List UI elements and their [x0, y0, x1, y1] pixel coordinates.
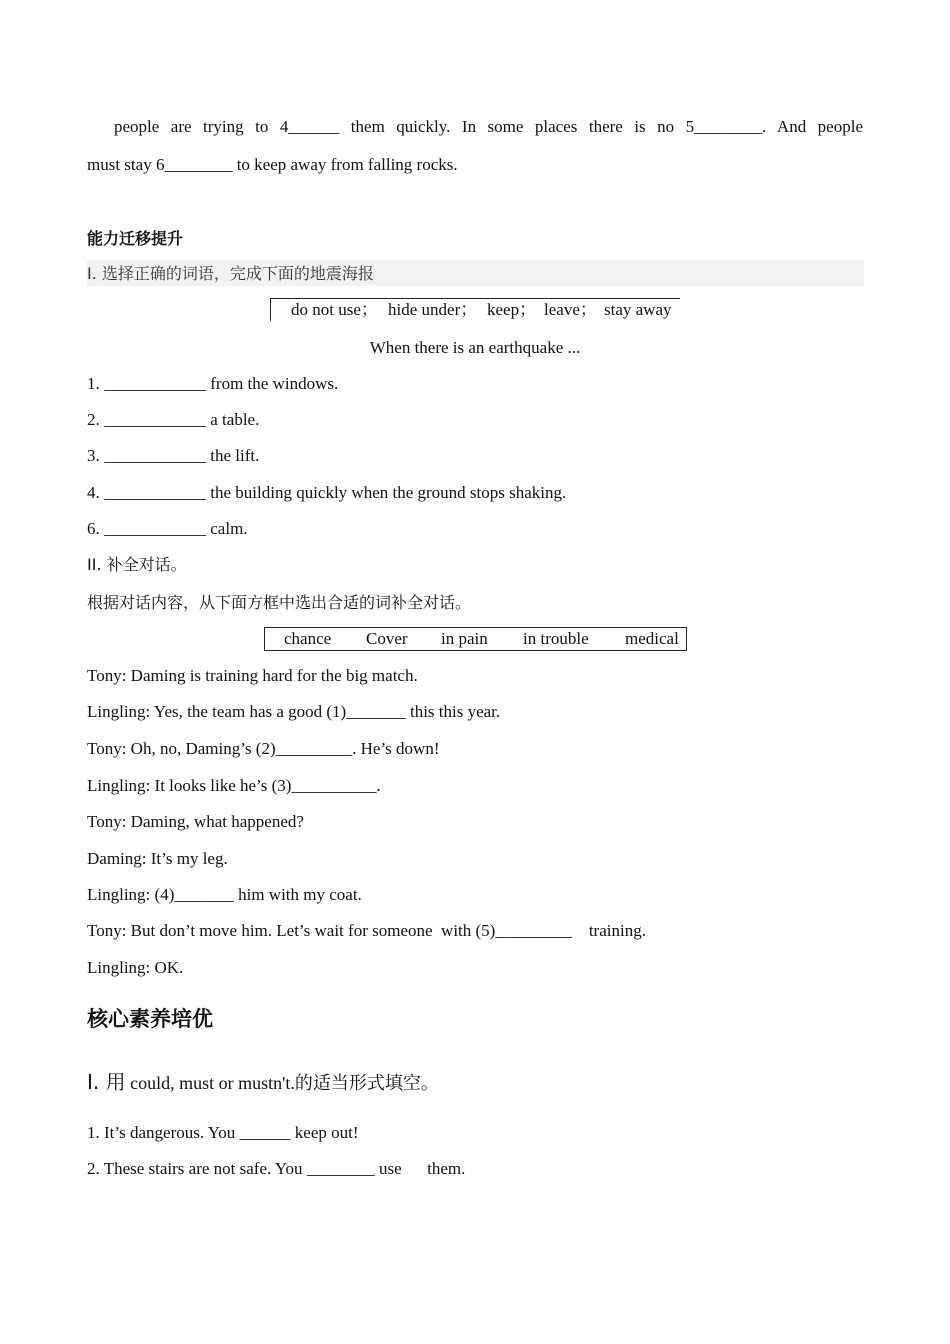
dialogue-line: Tony: Daming is training hard for the big match. [87, 666, 418, 685]
core-part1-heading-prefix: I. 用 [87, 1070, 126, 1094]
dialogue-line: Lingling: OK. [87, 958, 184, 977]
core-part1-heading-rest: could, must or mustn't.的适当形式填空。 [125, 1073, 439, 1093]
dialogue-line: Lingling: It looks like he’s (3)__________. [87, 776, 381, 795]
core-item: 2. These stairs are not safe. You ________ use them. [87, 1159, 466, 1178]
poster-item: 6. ____________ calm. [87, 519, 248, 538]
word-box-1-item: leave； [544, 300, 597, 319]
passage-line-2: must stay 6________ to keep away from falling rocks. [87, 155, 458, 174]
poster-title: When there is an earthquake ... [369, 338, 581, 357]
word-box-2-item: Cover [366, 629, 408, 648]
poster-item: 3. ____________ the lift. [87, 446, 260, 465]
passage-line-1: people are trying to 4______ them quickly. In some places there is no 5________. And people [114, 117, 863, 136]
part1-heading: I. 选择正确的词语，完成下面的地震海报 [87, 264, 374, 283]
dialogue-line: Tony: Oh, no, Daming’s (2)_________. He’s down! [87, 739, 440, 758]
poster-item: 4. ____________ the building quickly when the ground stops shaking. [87, 483, 567, 502]
word-box-2 [264, 627, 687, 651]
dialogue-line: Tony: Daming, what happened? [87, 812, 304, 831]
core-item: 1. It’s dangerous. You ______ keep out! [87, 1123, 359, 1142]
poster-item: 1. ____________ from the windows. [87, 374, 339, 393]
dialogue-line: Lingling: (4)_______ him with my coat. [87, 885, 362, 904]
dialogue-line: Daming: It’s my leg. [87, 849, 228, 868]
dialogue-line: Tony: But don’t move him. Let’s wait for someone with (5)_________ training. [87, 921, 646, 940]
part2-instruction: 根据对话内容，从下面方框中选出合适的词补全对话。 [87, 593, 472, 612]
word-box-1-item: do not use； [291, 300, 378, 319]
word-box-1-item: stay away [604, 300, 672, 319]
section-title-core: 核心素养培优 [87, 1007, 213, 1031]
core-part1-heading [87, 1069, 439, 1097]
part2-heading: II. 补全对话。 [87, 555, 187, 574]
dialogue-line: Lingling: Yes, the team has a good (1)_______ this this year. [87, 702, 501, 721]
poster-item: 2. ____________ a table. [87, 410, 260, 429]
word-box-2-item: chance [284, 629, 332, 648]
section-title-ability: 能力迁移提升 [87, 229, 184, 248]
word-box-1-item: hide under； [388, 300, 478, 319]
word-box-2-item: in trouble [523, 629, 589, 648]
word-box-1 [270, 298, 680, 321]
word-box-2-item: in pain [441, 629, 488, 648]
word-box-1-item: keep； [487, 300, 537, 319]
word-box-2-item: medical [625, 629, 679, 648]
